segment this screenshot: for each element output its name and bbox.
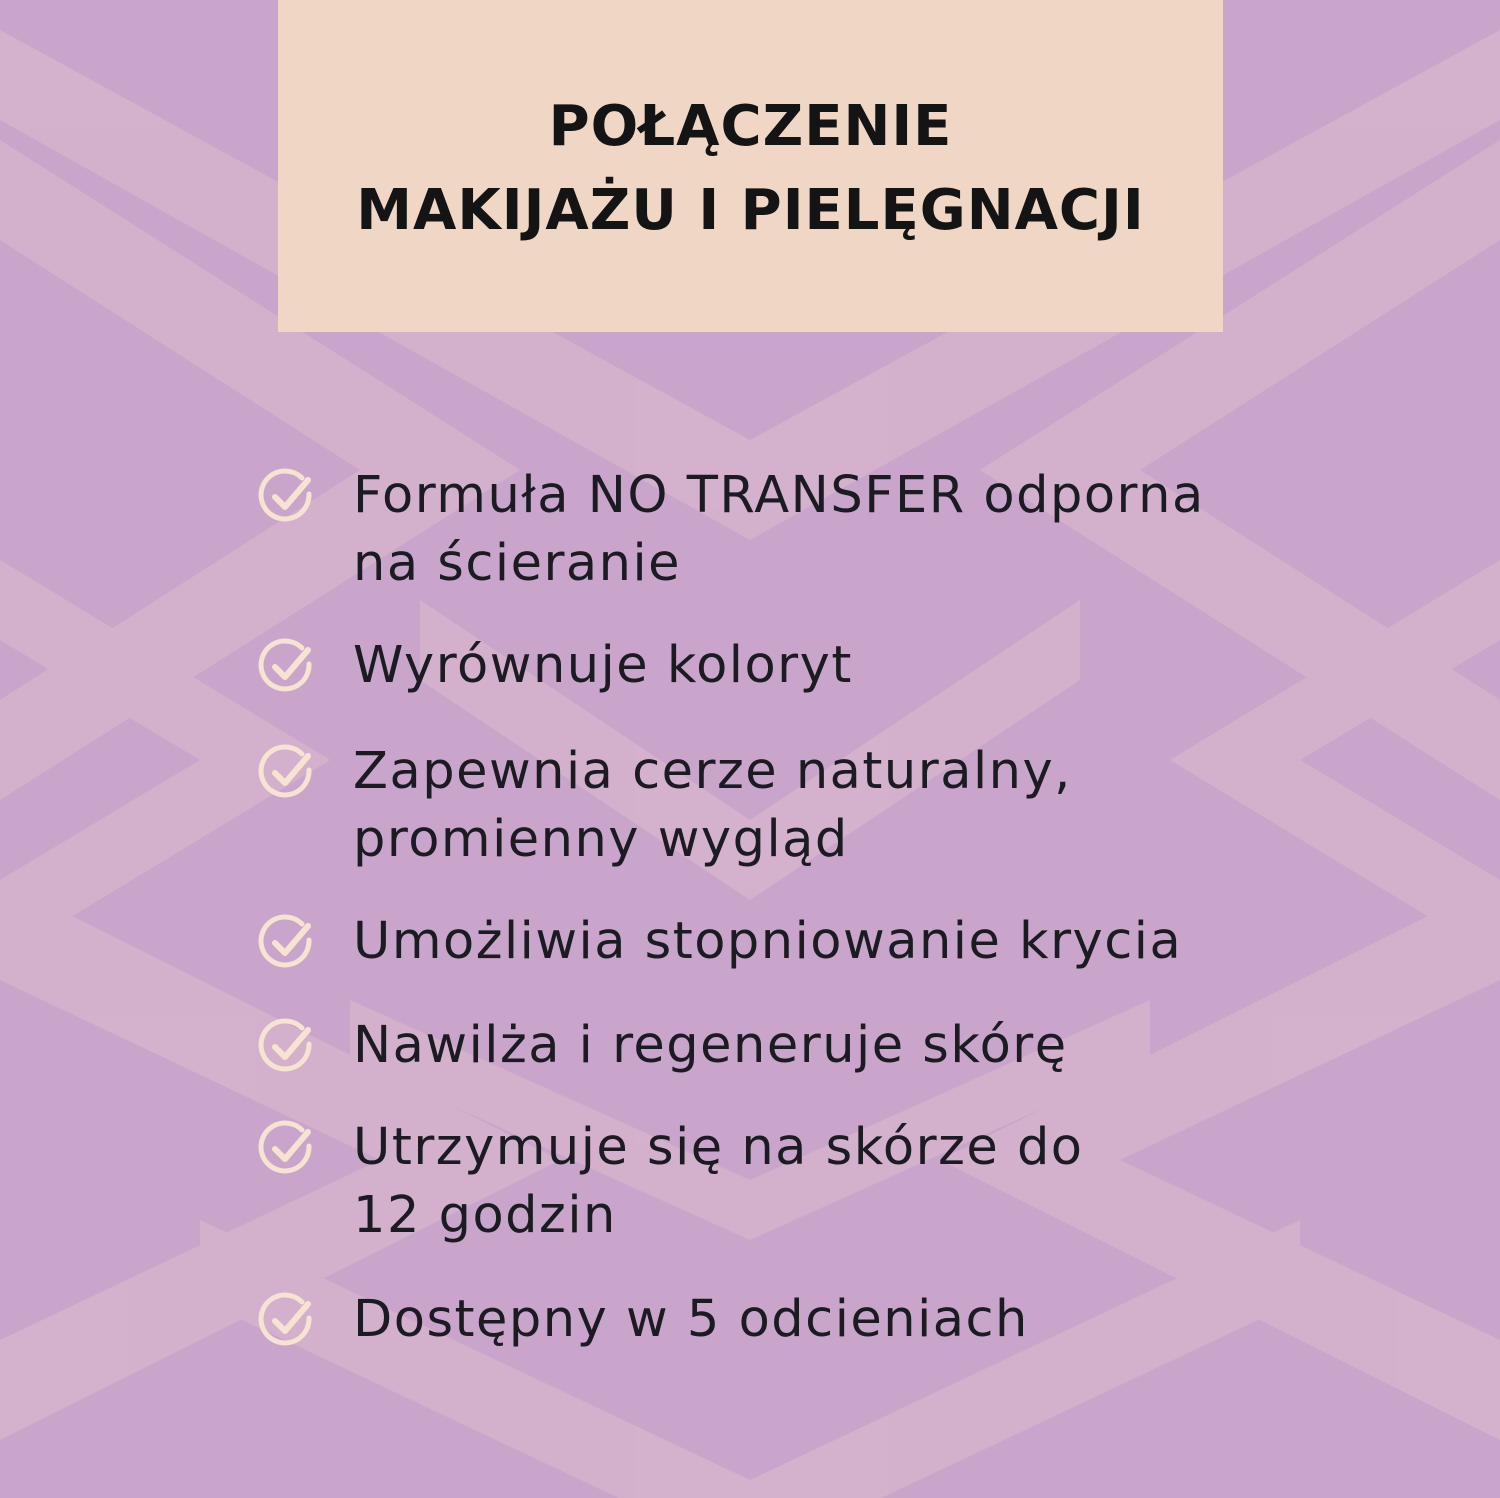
feature-text: Formuła NO TRANSFER odporna na ścieranie: [353, 466, 1205, 593]
feature-text: Zapewnia cerze naturalny, promienny wygląd: [353, 742, 1072, 869]
check-circle-icon: [258, 1292, 316, 1350]
check-circle-icon: [258, 1120, 316, 1178]
feature-text: Nawilża i regeneruje skórę: [353, 1016, 1068, 1075]
check-circle-icon: [258, 1018, 316, 1076]
check-circle-icon: [258, 468, 316, 526]
header-title-line-1: POŁĄCZENIE: [548, 94, 953, 159]
check-circle-icon: [258, 914, 316, 972]
check-circle-icon: [258, 638, 316, 696]
header-banner: [278, 0, 1223, 332]
check-circle-icon: [258, 744, 316, 802]
feature-text: Utrzymuje się na skórze do 12 godzin: [353, 1118, 1084, 1245]
feature-text: Umożliwia stopniowanie krycia: [353, 912, 1183, 971]
feature-text: Wyrównuje koloryt: [353, 636, 853, 695]
header-title-line-2: MAKIJAŻU I PIELĘGNACJI: [356, 178, 1145, 243]
feature-text: Dostępny w 5 odcieniach: [353, 1290, 1029, 1349]
